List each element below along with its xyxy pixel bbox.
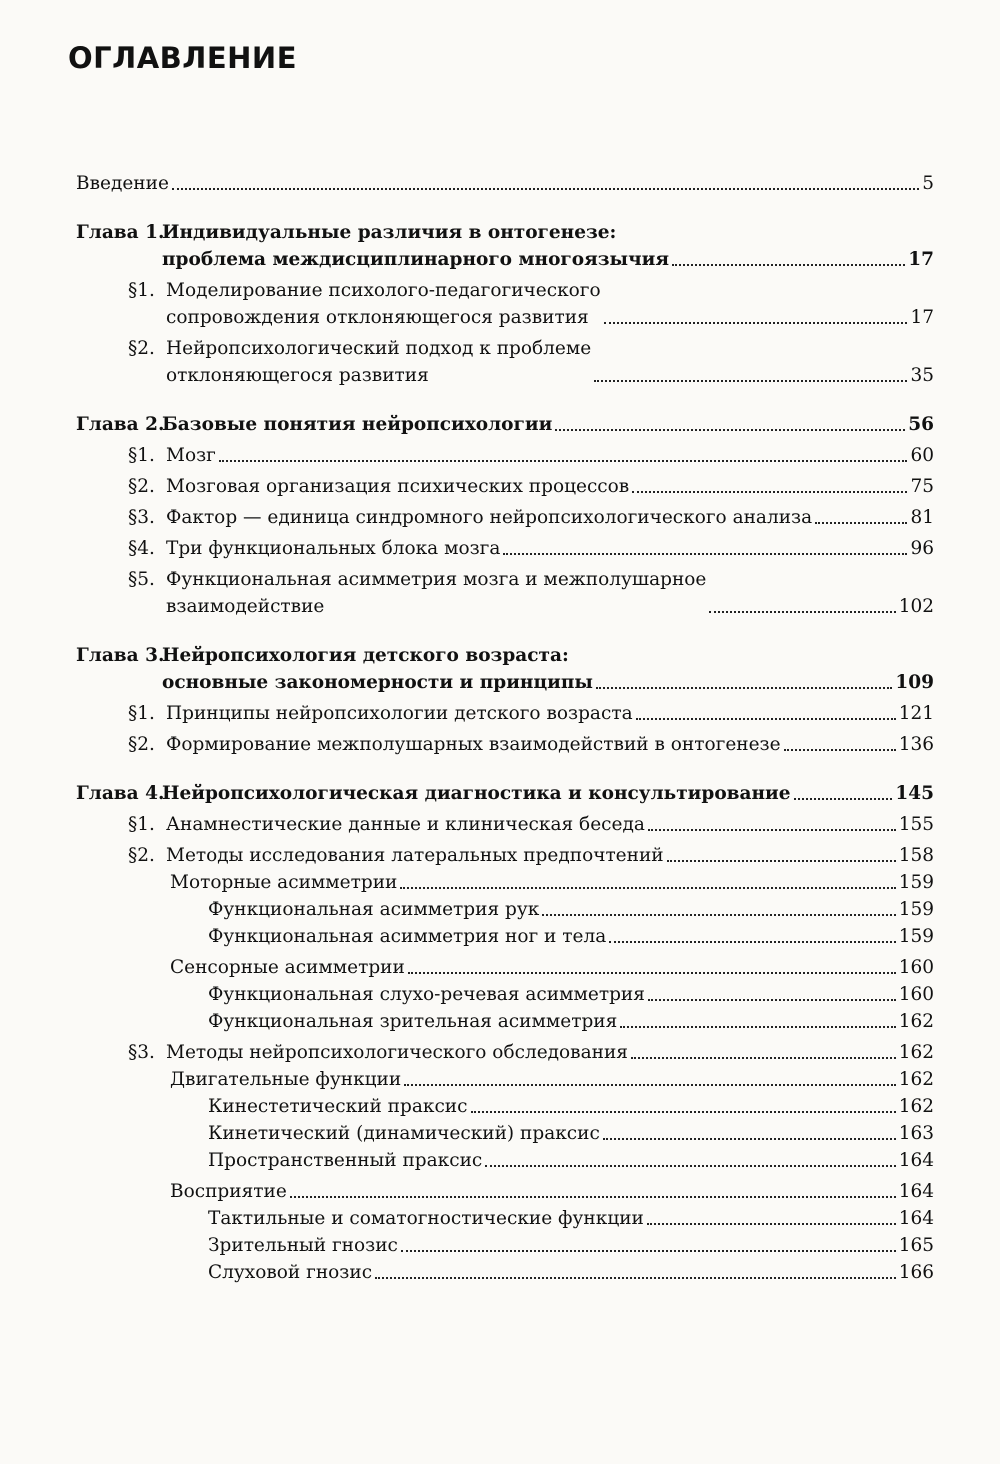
toc-page-number: 81 [910,507,934,528]
toc-entry [76,811,934,838]
dot-leader [667,859,896,862]
toc-page-number: 5 [922,173,934,194]
toc-page-number: 162 [898,1042,934,1063]
toc-entry [76,731,934,758]
dot-leader [636,717,896,720]
toc-entry [76,1066,934,1093]
toc-page-number: 159 [898,899,934,920]
toc-entry-number: §1. [128,445,155,466]
toc-page-number: 75 [910,476,934,497]
toc-entry-text: Принципы нейропсихологии детского возраста [166,703,633,724]
toc-page-number: 159 [898,926,934,947]
dot-leader [784,748,896,751]
toc-page-number: 160 [898,984,934,1005]
toc-entry-text: Кинестетический праксис [208,1096,468,1117]
toc-entry-text: Функциональная зрительная асимметрия [208,1011,618,1032]
toc-entry [76,335,934,389]
toc-entry-text: Функциональная слухо-речевая асимметрия [208,984,645,1005]
toc-entry-text: Нейропсихологический подход к проблеме [166,338,592,359]
toc-entry [76,277,934,331]
dot-leader [375,1276,896,1279]
dot-leader [503,552,907,555]
toc-entry-text: Тактильные и соматогностические функции [208,1208,644,1229]
toc-entry-text: Базовые понятия нейропсихологии [162,414,553,435]
toc-entry-text: Восприятие [170,1181,287,1202]
toc-entry-text: Анамнестические данные и клиническая беседа [166,814,645,835]
dot-leader [620,1025,895,1028]
toc-page-number: 17 [910,307,934,328]
toc-entry-text: Пространственный праксис [208,1150,483,1171]
toc-entry-text: Функциональная асимметрия ног и тела [208,926,607,947]
dot-leader [672,263,905,266]
toc-entry [76,1232,934,1259]
toc-entry [76,1008,934,1035]
toc-page-number: 162 [898,1096,934,1117]
toc-page-number: 96 [910,538,934,559]
toc-entry [76,700,934,727]
toc-page-number: 60 [910,445,934,466]
toc-entry-number: §1. [128,703,155,724]
toc-entry [76,1178,934,1205]
toc-entry-text: Формирование межполушарных взаимодействий в онтогенезе [166,734,781,755]
toc-page-number: 158 [898,845,934,866]
toc-entry [76,1093,934,1120]
toc-page-number: 136 [898,734,934,755]
toc-entry [76,954,934,981]
toc-page-number: 102 [898,596,934,617]
toc-page-number: 17 [908,249,934,270]
toc-entry-number: §3. [128,507,155,528]
toc-entry [76,219,934,273]
toc-entry [76,170,934,197]
dot-leader [542,913,895,916]
dot-leader [471,1110,896,1113]
dot-leader [172,187,919,190]
dot-leader [485,1164,895,1167]
dot-leader [609,940,895,943]
toc-entry [76,842,934,869]
toc-entry-text: Мозговая организация психических процессов [166,476,630,497]
toc-entry [76,896,934,923]
toc-entry [76,1039,934,1066]
dot-leader [219,459,908,462]
dot-leader [555,428,905,431]
toc-entry-number: §2. [128,338,155,359]
dot-leader [632,490,907,493]
toc-page-number: 164 [898,1150,934,1171]
toc-entry-text: Двигательные функции [170,1069,402,1090]
toc-entry-text: Введение [76,173,169,194]
toc-entry-text: Кинетический (динамический) праксис [208,1123,600,1144]
toc-entry [76,1147,934,1174]
toc-page-number: 165 [898,1235,934,1256]
toc-entry [76,869,934,896]
toc-entry [76,981,934,1008]
toc-entry [76,1259,934,1286]
dot-leader [631,1056,896,1059]
toc-entry [76,1120,934,1147]
toc-entry-text: Сенсорные асимметрии [170,957,405,978]
toc-page-number: 121 [898,703,934,724]
toc-entry-text: Моделирование психолого-педагогического [166,280,601,301]
dot-leader [594,379,907,382]
toc-entry-number: Глава 3. [76,645,165,666]
dot-leader [648,998,896,1001]
toc-entry-text: Три функциональных блока мозга [166,538,501,559]
toc-page-number: 162 [898,1011,934,1032]
toc-page-number: 155 [898,814,934,835]
toc-entry-number: §2. [128,476,155,497]
dot-leader [596,686,892,689]
toc-entry [76,923,934,950]
toc-entry-text: Методы исследования латеральных предпочтений [166,845,664,866]
toc-page-number: 163 [898,1123,934,1144]
toc-entry-text: Индивидуальные различия в онтогенезе: [162,222,617,243]
toc-page-number: 56 [908,414,934,435]
toc-entry-text: Нейропсихология детского возраста: [162,645,569,666]
toc-entry-number: Глава 4. [76,783,165,804]
toc-entry-text: отклоняющегося развития [166,365,429,386]
toc-entry-text: основные закономерности и принципы [162,672,593,693]
toc-page-number: 159 [898,872,934,893]
toc-entry-text: Нейропсихологическая диагностика и консультирование [162,783,791,804]
toc-entry-text: Слуховой гнозис [208,1262,373,1283]
toc-entry-number: §3. [128,1042,155,1063]
toc-entry-text: сопровождения отклоняющегося развития [166,307,589,328]
toc-entry-text: Функциональная асимметрия мозга и межполушарное [166,569,707,590]
toc-page-number: 145 [895,783,934,804]
page-title: ОГЛАВЛЕНИЕ [68,41,298,75]
dot-leader [408,971,896,974]
toc-page-number: 164 [898,1208,934,1229]
toc-page-number: 160 [898,957,934,978]
toc-page-number: 166 [898,1262,934,1283]
toc-entry [76,411,934,438]
dot-leader [794,797,893,800]
toc-entry [76,642,934,696]
toc-page-number: 109 [895,672,934,693]
toc-entry-number: §2. [128,734,155,755]
dot-leader [647,1222,896,1225]
toc-entry-number: §1. [128,280,155,301]
toc-entry [76,566,934,620]
toc-entry-text: Моторные асимметрии [170,872,398,893]
dot-leader [404,1083,895,1086]
table-of-contents [76,170,934,1286]
dot-leader [401,1249,896,1252]
toc-entry-text: взаимодействие [166,596,325,617]
toc-entry-text: Мозг [166,445,216,466]
toc-entry-number: Глава 1. [76,222,165,243]
toc-page-number: 164 [898,1181,934,1202]
dot-leader [648,828,896,831]
dot-leader [604,321,908,324]
dot-leader [400,886,895,889]
dot-leader [603,1137,896,1140]
toc-entry [76,442,934,469]
toc-entry [76,535,934,562]
toc-entry-number: Глава 2. [76,414,165,435]
toc-entry-text: Функциональная асимметрия рук [208,899,540,920]
toc-entry [76,504,934,531]
toc-entry [76,780,934,807]
dot-leader [815,521,907,524]
toc-entry-number: §5. [128,569,155,590]
dot-leader [709,610,895,613]
toc-entry-text: проблема междисциплинарного многоязычия [162,249,670,270]
toc-entry-text: Методы нейропсихологического обследования [166,1042,628,1063]
toc-entry [76,473,934,500]
toc-page-number: 35 [910,365,934,386]
toc-entry-number: §2. [128,845,155,866]
toc-entry-number: §1. [128,814,155,835]
toc-entry [76,1205,934,1232]
toc-entry-text: Фактор — единица синдромного нейропсихологического анализа [166,507,813,528]
toc-entry-number: §4. [128,538,155,559]
dot-leader [290,1195,896,1198]
toc-entry-text: Зрительный гнозис [208,1235,398,1256]
toc-page-number: 162 [898,1069,934,1090]
